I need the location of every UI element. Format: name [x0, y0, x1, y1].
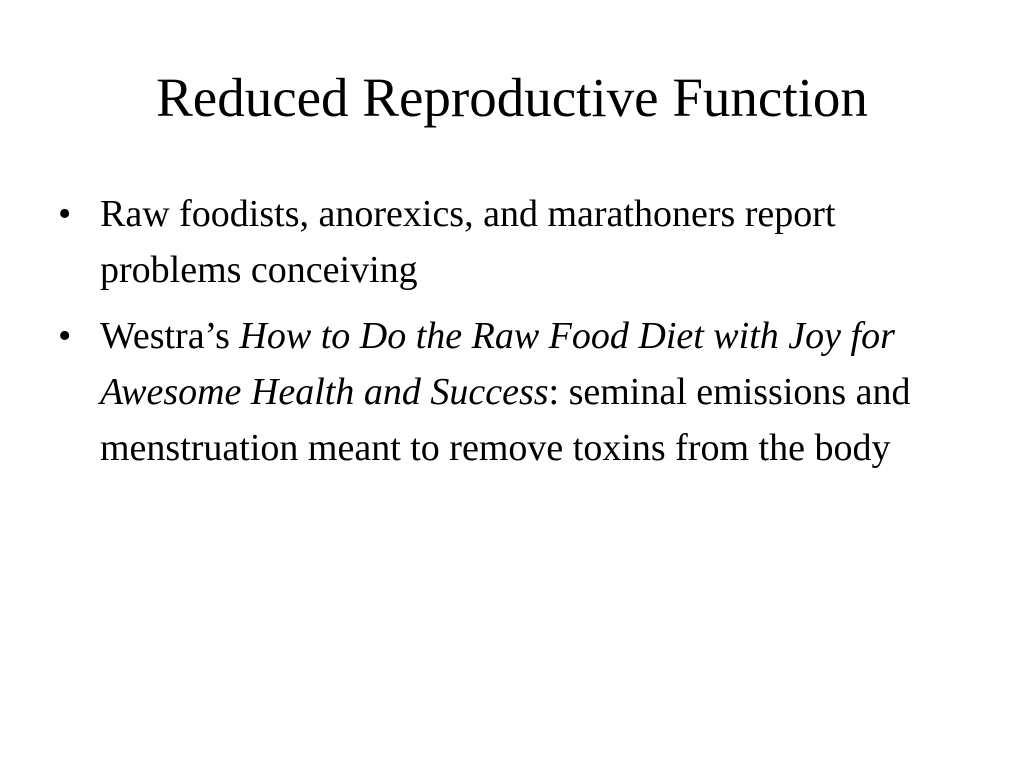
- bullet-lead-text: Westra’s: [100, 315, 240, 357]
- slide-title: Reduced Reproductive Function: [156, 67, 868, 128]
- book-title: How to Do the Raw Food Diet with Joy for Awesome Health and Success: [100, 315, 895, 413]
- bullet-item: [52, 186, 972, 298]
- bullet-icon: •: [58, 193, 72, 235]
- bullet-list: [52, 186, 972, 476]
- bullet-rest-text: : seminal emissions and menstruation meant to remove toxins from the body: [100, 371, 911, 469]
- bullet-text: Raw foodists, anorexics, and marathoners report problems conceiving: [100, 193, 836, 291]
- bullet-icon: •: [58, 315, 72, 357]
- bullet-item: [52, 308, 972, 476]
